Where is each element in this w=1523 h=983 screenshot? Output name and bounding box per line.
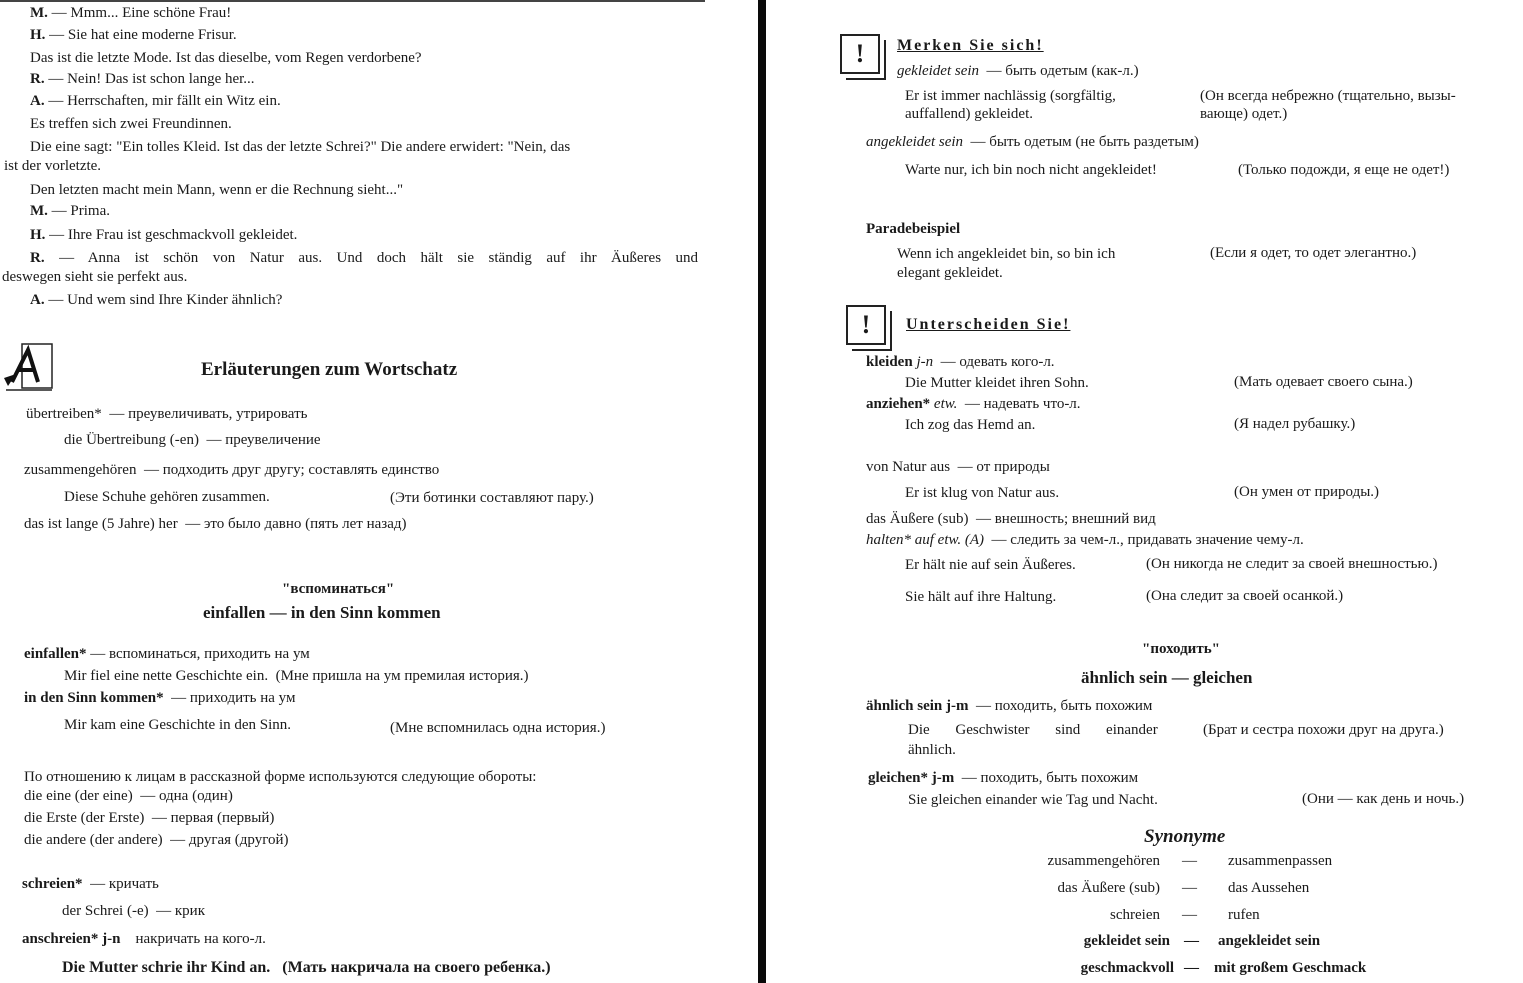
synonym-right: zusammenpassen xyxy=(1228,853,1333,869)
synonym-right: das Aussehen xyxy=(1228,880,1310,896)
vocab-example: Diese Schuhe gehören zusammen. xyxy=(64,489,270,505)
vocab-example: Die Mutter kleidet ihren Sohn. xyxy=(905,375,1089,391)
vocab-example: Die Mutter schrie ihr Kind an. (Мать накричала на своего ребенка.) xyxy=(62,959,551,976)
dialog-line: H. — Ihre Frau ist geschmackvoll gekleidet. xyxy=(30,227,298,243)
vocab-entry: angekleidet sein — быть одетым (не быть раздетым) xyxy=(866,134,1199,150)
dialog-line: M. — Mmm... Eine schöne Frau! xyxy=(30,5,232,21)
heading-quote: "вспоминаться" xyxy=(282,581,395,597)
vocab-translation: (Они — как день и ночь.) xyxy=(1302,791,1465,807)
form-entry: die andere (der andere) — другая (другой) xyxy=(24,832,289,848)
synonym-dash: — xyxy=(1184,960,1199,976)
vocab-entry: der Schrei (-e) — крик xyxy=(62,903,205,919)
heading-pair: einfallen — in den Sinn kommen xyxy=(203,603,441,622)
synonyme-title: Synonyme xyxy=(1144,826,1226,847)
form-entry: die eine (der eine) — одна (один) xyxy=(24,788,233,804)
vocab-translation: вающе) одет.) xyxy=(1200,106,1288,122)
dialog-line: M. — Prima. xyxy=(30,203,111,219)
attention-icon: ! xyxy=(840,34,880,74)
usage-note: По отношению к лицам в рассказной форме используются следующие обороты: xyxy=(24,769,537,785)
vocab-entry: kleiden j-n — одевать кого-л. xyxy=(866,354,1055,370)
dialog-line: ist der vorletzte. xyxy=(4,158,102,174)
vocab-entry: die Übertreibung (-en) — преувеличение xyxy=(64,432,321,448)
vocab-entry: das ist lange (5 Jahre) her — это было давно (пять лет назад) xyxy=(24,516,407,532)
vocabulary-section-icon xyxy=(2,342,54,392)
synonym-left: das Äußere (sub) xyxy=(1057,880,1160,896)
synonym-dash: — xyxy=(1182,853,1197,869)
parade-example: Wenn ich angekleidet bin, so bin ich xyxy=(897,246,1116,262)
parade-example: elegant gekleidet. xyxy=(897,265,1003,281)
dialog-line: deswegen sieht sie perfekt aus. xyxy=(2,269,188,285)
synonym-left: zusammengehören xyxy=(1047,853,1160,869)
vocab-example: Er hält nie auf sein Äußeres. xyxy=(905,557,1076,573)
vocab-entry: in den Sinn kommen* — приходить на ум xyxy=(24,690,296,706)
vocab-example: auffallend) gekleidet. xyxy=(905,106,1033,122)
vocab-entry: gekleidet sein — быть одетым (как-л.) xyxy=(897,63,1139,79)
vocab-example: Sie hält auf ihre Haltung. xyxy=(905,589,1057,605)
attention-icon: ! xyxy=(846,305,886,345)
synonym-dash: — xyxy=(1184,933,1199,949)
vocab-translation: (Он никогда не следит за своей внешностью.) xyxy=(1146,556,1438,572)
vocab-entry: anziehen* etw. — надевать что-л. xyxy=(866,396,1081,412)
synonym-left: schreien xyxy=(1110,907,1160,923)
form-entry: die Erste (der Erste) — первая (первый) xyxy=(24,810,275,826)
dialog-line: Das ist die letzte Mode. Ist das dieselbe, vom Regen verdorbene? xyxy=(30,50,422,66)
vocab-entry: halten* auf etw. (A) — следить за чем-л., придавать значение чему-л. xyxy=(866,532,1304,548)
vocab-translation: (Мне вспомнилась одна история.) xyxy=(390,720,606,736)
synonym-left: geschmackvoll xyxy=(1080,960,1174,976)
vocab-translation: (Только подожди, я еще не одет!) xyxy=(1238,162,1450,178)
vocab-example: Sie gleichen einander wie Tag und Nacht. xyxy=(908,792,1158,808)
vocab-example: Die Geschwister sind einander xyxy=(908,722,1158,738)
vocab-example: Er ist klug von Natur aus. xyxy=(905,485,1060,501)
synonym-right: rufen xyxy=(1228,907,1260,923)
vocab-entry: einfallen* — вспоминаться, приходить на ум xyxy=(24,646,310,662)
dialog-line: Es treffen sich zwei Freundinnen. xyxy=(30,116,232,132)
dialog-line: H. — Sie hat eine moderne Frisur. xyxy=(30,27,237,43)
page-top-rule xyxy=(0,0,705,2)
vocab-entry: anschreien* j-n накричать на кого-л. xyxy=(22,931,266,947)
heading-quote: "походить" xyxy=(1142,641,1220,657)
vocab-translation: (Она следит за своей осанкой.) xyxy=(1146,588,1344,604)
parade-translation: (Если я одет, то одет элегантно.) xyxy=(1210,245,1417,261)
page-gutter xyxy=(758,0,766,983)
vocab-translation: (Он всегда небрежно (тщательно, вызы- xyxy=(1200,88,1456,104)
synonym-right: angekleidet sein xyxy=(1218,933,1321,949)
synonym-right: mit großem Geschmack xyxy=(1214,960,1367,976)
section-title: Erläuterungen zum Wortschatz xyxy=(201,359,458,380)
vocab-example: Er ist immer nachlässig (sorgfältig, xyxy=(905,88,1116,104)
vocab-entry: schreien* — кричать xyxy=(22,876,159,892)
vocab-example: Warte nur, ich bin noch nicht angekleidet! xyxy=(905,162,1157,178)
vocab-example: Mir kam eine Geschichte in den Sinn. xyxy=(64,717,292,733)
dialog-line: R. — Anna ist schön von Natur aus. Und doch hält sie ständig auf ihr Äußeres und xyxy=(30,250,699,266)
vocab-translation: (Он умен от природы.) xyxy=(1234,484,1380,500)
box-title-unterscheiden: Unterscheiden Sie! xyxy=(906,316,1071,333)
vocab-translation: (Я надел рубашку.) xyxy=(1234,416,1356,432)
heading-pair: ähnlich sein — gleichen xyxy=(1081,668,1253,687)
vocab-example: Mir fiel eine nette Geschichte ein. (Мне пришла на ум премилая история.) xyxy=(64,668,529,684)
dialog-line: R. — Nein! Das ist schon lange her... xyxy=(30,71,255,87)
vocab-entry: zusammengehören — подходить друг другу; составлять единство xyxy=(24,462,440,478)
synonym-dash: — xyxy=(1182,907,1197,923)
vocab-entry: von Natur aus — от природы xyxy=(866,459,1050,475)
synonym-dash: — xyxy=(1182,880,1197,896)
vocab-example: ähnlich. xyxy=(908,742,956,758)
parade-title: Paradebeispiel xyxy=(866,221,961,237)
vocab-entry: das Äußere (sub) — внешность; внешний вид xyxy=(866,511,1156,527)
dialog-line: Die eine sagt: "Ein tolles Kleid. Ist das der letzte Schrei?" Die andere erwidert: "Nein, das xyxy=(30,139,571,155)
dialog-line: A. — Und wem sind Ihre Kinder ähnlich? xyxy=(30,292,283,308)
vocab-translation: (Мать одевает своего сына.) xyxy=(1234,374,1413,390)
synonym-left: gekleidet sein xyxy=(1083,933,1170,949)
vocab-entry: gleichen* j-m — походить, быть похожим xyxy=(868,770,1139,786)
vocab-entry: übertreiben* — преувеличивать, утрировать xyxy=(26,406,308,422)
vocab-translation: (Эти ботинки составляют пару.) xyxy=(390,490,594,506)
dialog-line: A. — Herrschaften, mir fällt ein Witz ein. xyxy=(30,93,281,109)
vocab-entry: ähnlich sein j-m — походить, быть похожим xyxy=(866,698,1153,714)
vocab-example: Ich zog das Hemd an. xyxy=(905,417,1036,433)
dialog-line: Den letzten macht mein Mann, wenn er die Rechnung sieht..." xyxy=(30,182,404,198)
box-title-merken: Merken Sie sich! xyxy=(897,37,1044,54)
vocab-translation: (Брат и сестра похожи друг на друга.) xyxy=(1203,722,1444,738)
